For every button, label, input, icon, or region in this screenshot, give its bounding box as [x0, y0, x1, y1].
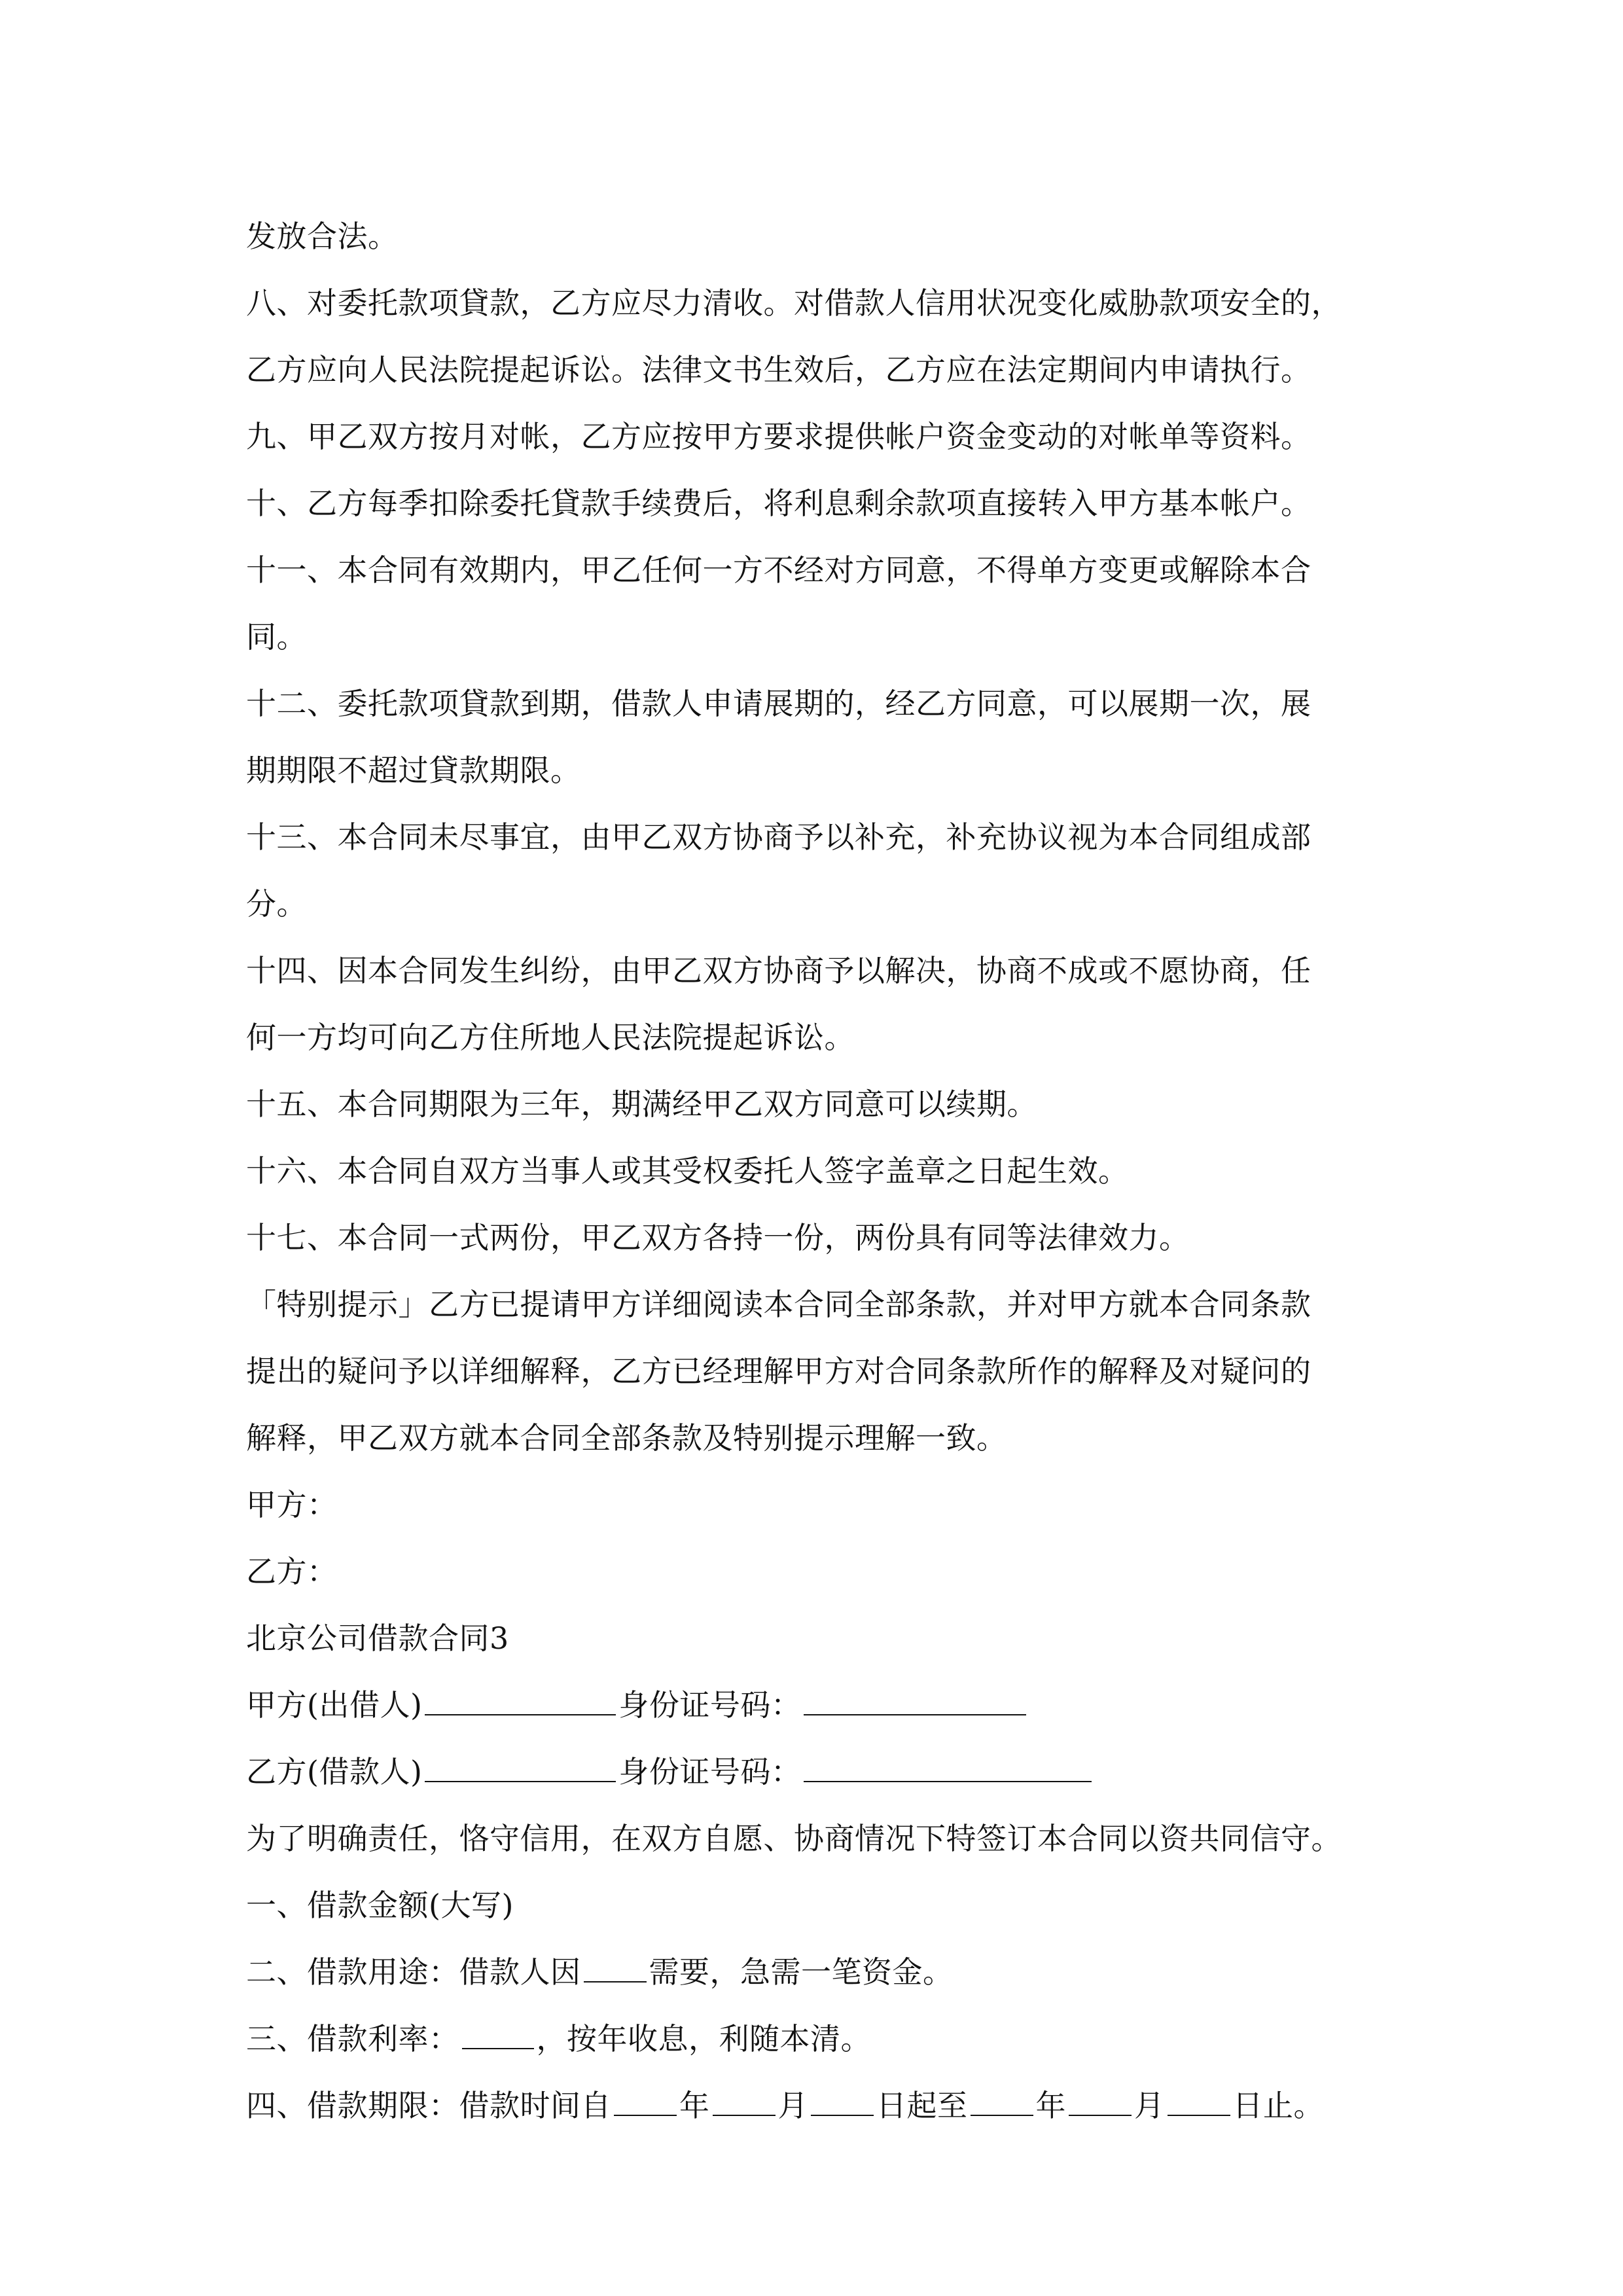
- clause-3: [246, 2005, 1398, 2072]
- end-day-label: 日止。: [1232, 2088, 1324, 2123]
- party-b-id-blank[interactable]: [804, 1747, 1092, 1782]
- year-label: 年: [1035, 2088, 1066, 2123]
- clause-4: [246, 2072, 1398, 2139]
- party-a-id-label: 身份证号码：: [618, 1687, 802, 1723]
- clause-2-suffix: 需要，急需一笔资金。: [649, 1954, 954, 1990]
- end-day-blank[interactable]: [1168, 2081, 1230, 2116]
- clause-17: 十七、本合同一式两份，甲乙双方各持一份，两份具有同等法律效力。: [246, 1220, 1190, 1255]
- party-a-id-blank[interactable]: [804, 1680, 1026, 1715]
- clause-10: 十、乙方每季扣除委托貸款手续费后，将利息剩余款项直接转入甲方基本帐户。: [246, 486, 1311, 521]
- start-day-label: 日起至: [876, 2088, 968, 2123]
- start-month-blank[interactable]: [713, 2081, 776, 2116]
- signature-party-a: 甲方：: [246, 1487, 338, 1522]
- signature-party-b: 乙方：: [246, 1554, 338, 1589]
- clause-3-prefix: 三、借款利率：: [246, 2021, 459, 2056]
- month-label: 月: [1134, 2088, 1165, 2123]
- special-notice-line-2: 提出的疑问予以详细解释，乙方已经理解甲方对合同条款所作的解释及对疑问的: [246, 1354, 1311, 1389]
- clause-14-line-2: 何一方均可向乙方住所地人民法院提起诉讼。: [246, 1020, 855, 1055]
- clause-2-prefix: 二、借款用途：借款人因: [246, 1954, 581, 1990]
- clause-1: 一、借款金额(大写): [246, 1888, 514, 1923]
- party-b-id-label: 身份证号码：: [618, 1754, 802, 1789]
- clause-4-prefix: 四、借款期限：借款时间自: [246, 2088, 611, 2123]
- clause-2: [246, 1939, 1398, 2005]
- purpose-blank[interactable]: [584, 1947, 647, 1982]
- party-b-label: 乙方(借款人): [246, 1754, 423, 1789]
- party-a-label: 甲方(出借人): [246, 1687, 423, 1723]
- clause-12-line-1: 十二、委托款项貸款到期，借款人申请展期的，经乙方同意，可以展期一次，展: [246, 686, 1311, 721]
- clause-13-line-2: 分。: [246, 886, 307, 922]
- clause-14-line-1: 十四、因本合同发生纠纷，由甲乙双方协商予以解决，协商不成或不愿协商，任: [246, 953, 1311, 988]
- clause-11-line-2: 同。: [246, 619, 307, 655]
- start-year-blank[interactable]: [614, 2081, 677, 2116]
- text-line: 发放合法。: [246, 219, 399, 254]
- clause-12-line-2: 期期限不超过貸款期限。: [246, 753, 581, 788]
- party-b-row: [246, 1738, 1398, 1805]
- end-month-blank[interactable]: [1069, 2081, 1132, 2116]
- end-year-blank[interactable]: [971, 2081, 1033, 2116]
- clause-9: 九、甲乙双方按月对帐，乙方应按甲方要求提供帐户资金变动的对帐单等资料。: [246, 419, 1311, 454]
- clause-15: 十五、本合同期限为三年，期满经甲乙双方同意可以续期。: [246, 1086, 1037, 1122]
- month-label: 月: [777, 2088, 808, 2123]
- clause-11-line-1: 十一、本合同有效期内，甲乙任何一方不经对方同意，不得单方变更或解除本合: [246, 552, 1311, 588]
- clause-3-suffix: ，按年收息，利随本清。: [536, 2021, 871, 2056]
- start-day-blank[interactable]: [811, 2081, 874, 2116]
- party-a-name-blank[interactable]: [425, 1680, 616, 1715]
- party-b-name-blank[interactable]: [425, 1747, 616, 1782]
- preamble: 为了明确责任，恪守信用，在双方自愿、协商情况下特签订本合同以资共同信守。: [246, 1821, 1342, 1856]
- year-label: 年: [679, 2088, 710, 2123]
- interest-rate-blank[interactable]: [462, 2014, 534, 2049]
- clause-8-line-2: 乙方应向人民法院提起诉讼。法律文书生效后，乙方应在法定期间内申请执行。: [246, 352, 1311, 387]
- section-title: 北京公司借款合同3: [246, 1621, 509, 1656]
- clause-16: 十六、本合同自双方当事人或其受权委托人签字盖章之日起生效。: [246, 1153, 1129, 1189]
- party-a-row: [246, 1672, 1398, 1738]
- special-notice-line-1: 「特别提示」乙方已提请甲方详细阅读本合同全部条款，并对甲方就本合同条款: [246, 1287, 1311, 1322]
- document-body: [246, 203, 1398, 2139]
- clause-8-line-1: 八、对委托款项貸款，乙方应尽力清收。对借款人信用状况变化威胁款项安全的，: [246, 285, 1342, 321]
- clause-13-line-1: 十三、本合同未尽事宜，由甲乙双方协商予以补充，补充协议视为本合同组成部: [246, 819, 1311, 855]
- special-notice-line-3: 解释，甲乙双方就本合同全部条款及特别提示理解一致。: [246, 1420, 1007, 1456]
